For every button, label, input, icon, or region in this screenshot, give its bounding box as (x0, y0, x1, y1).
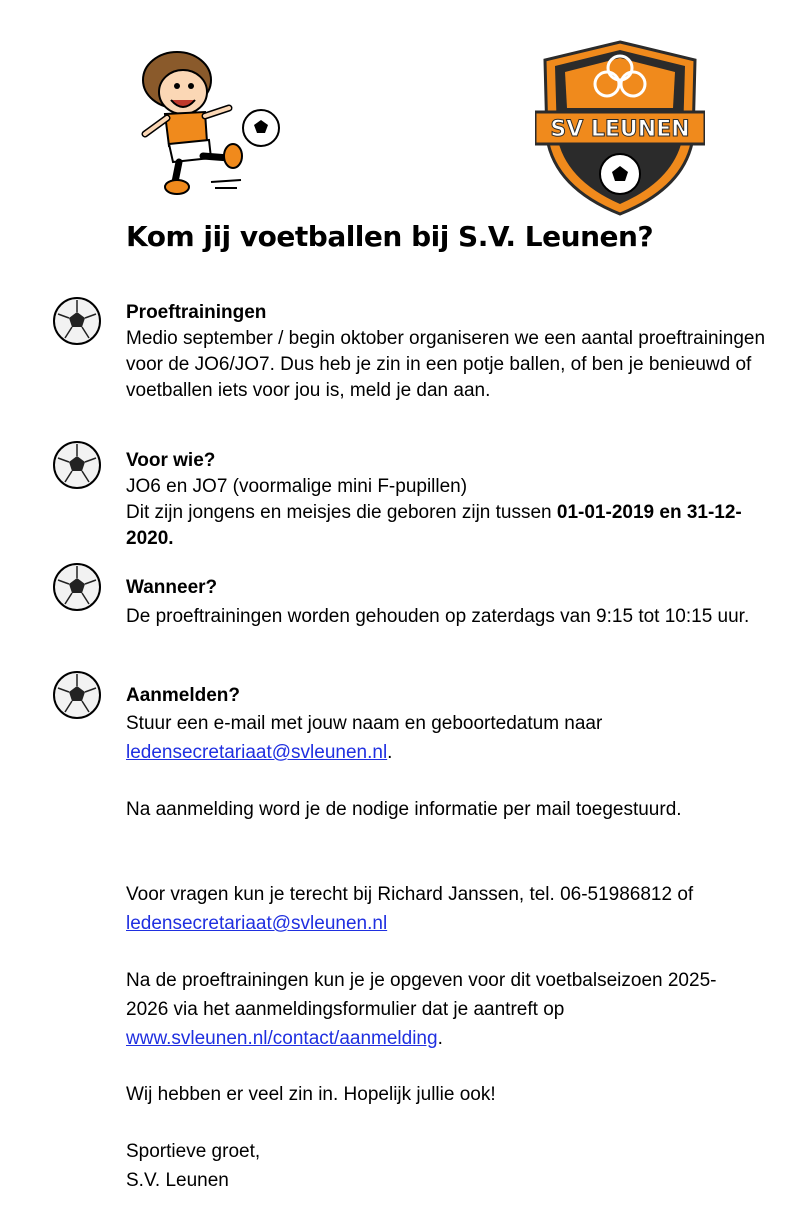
section-heading: Proeftrainingen (126, 302, 267, 323)
closing-paragraph (126, 1080, 766, 1109)
greeting-text: Sportieve groet, (126, 1141, 261, 1162)
info-paragraph (126, 795, 686, 824)
section-line (126, 500, 766, 552)
info-text: Na aanmelding word je de nodige informatie per mail toegestuurd. (126, 799, 682, 820)
signature-block (126, 1137, 766, 1195)
section-heading: Aanmelden? (126, 685, 241, 706)
signup-pre: Na de proeftrainingen kun je je opgeven voor dit voetbalseizoen 2025-2026 via het aanmeldingsformulier dat je aantreft op (126, 970, 717, 1020)
soccer-ball-icon (52, 296, 102, 346)
section-line: JO6 en JO7 (voormalige mini F-pupillen) (126, 476, 468, 497)
mascot-illustration (125, 42, 285, 202)
signup-instruction: Stuur een e-mail met jouw naam en geboortedatum naar (126, 713, 603, 734)
age-range-text: Dit zijn jongens en meisjes die geboren zijn tussen (126, 502, 557, 523)
soccer-ball-icon (52, 562, 102, 612)
questions-paragraph (126, 880, 756, 938)
section-wanneer (126, 575, 766, 631)
age-range-dates: 01-01-2019 en 31-12-2020. (126, 502, 742, 549)
questions-pre: Voor vragen kun je terecht bij Richard Janssen, tel. 06-51986812 of (126, 884, 694, 905)
section-voor-wie (126, 448, 766, 552)
soccer-ball-icon (52, 670, 102, 720)
section-body: De proeftrainingen worden gehouden op zaterdags van 9:15 tot 10:15 uur. (126, 606, 750, 627)
signup-paragraph (126, 966, 746, 1053)
club-logo (535, 38, 705, 218)
soccer-ball-icon (52, 440, 102, 490)
section-body: Medio september / begin oktober organiseren we een aantal proeftrainingen voor de JO6/JO7. Dus heb je zin in een potje ballen, of ben je benieuwd of voetballen iets voor jou is, meld je dan aan. (126, 328, 766, 401)
closing-text: Wij hebben er veel zin in. Hopelijk jullie ook! (126, 1084, 496, 1105)
section-aanmelden (126, 683, 766, 767)
section-heading: Voor wie? (126, 450, 216, 471)
punctuation: . (437, 1028, 443, 1049)
page-title: Kom jij voetballen bij S.V. Leunen? (126, 220, 654, 253)
email-link[interactable]: ledensecretariaat@svleunen.nl (126, 742, 388, 763)
punctuation: . (387, 742, 393, 763)
section-proeftrainingen (126, 300, 766, 404)
signup-text (126, 966, 746, 1053)
questions-email-link[interactable]: ledensecretariaat@svleunen.nl (126, 913, 388, 934)
section-body (126, 709, 766, 767)
signup-link[interactable]: www.svleunen.nl/contact/aanmelding (126, 1028, 438, 1049)
section-heading: Wanneer? (126, 577, 218, 598)
signature-text: S.V. Leunen (126, 1170, 229, 1191)
logo-text: SV LEUNEN (550, 117, 690, 142)
questions-text (126, 880, 756, 938)
